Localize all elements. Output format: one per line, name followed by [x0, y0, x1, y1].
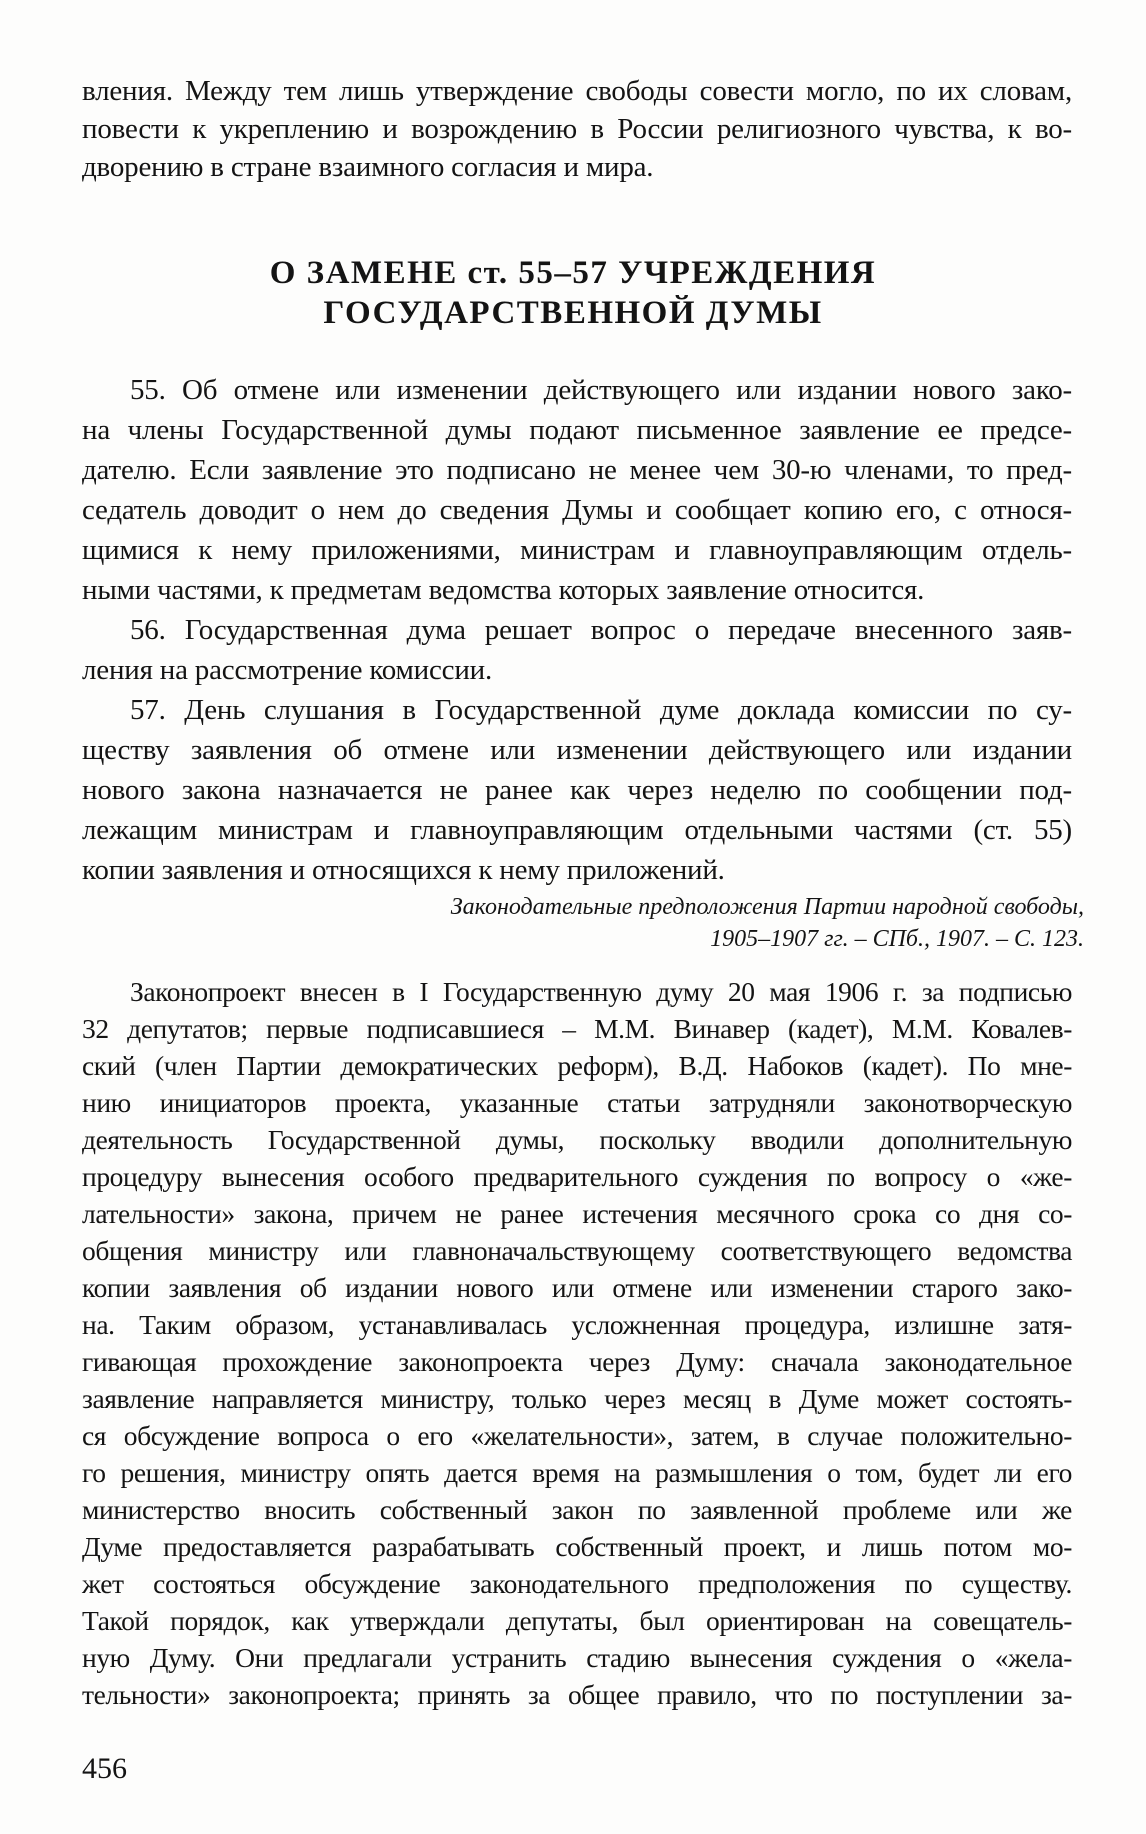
commentary-line: Законопроект внесен в I Государственную думу 20 мая 1906 г. за подписью: [130, 976, 1072, 1007]
article-55-line: на члены Государственной думы подают письменное заявление ее предсе-: [82, 414, 1072, 446]
article-56-line: 56. Государственная дума решает вопрос о передаче внесенного заяв-: [130, 614, 1072, 646]
commentary-line: Такой порядок, как утверждали депутаты, был ориентирован на совещатель-: [82, 1605, 1072, 1636]
article-55-line: ными частями, к предметам ведомства которых заявление относится.: [82, 574, 925, 606]
commentary-line: на. Таким образом, устанавливалась усложненная процедура, излишне затя-: [82, 1309, 1072, 1340]
commentary-line: ский (член Партии демократических реформ), В.Д. Набоков (кадет). По мне-: [82, 1050, 1072, 1081]
article-55-line: дателю. Если заявление это подписано не менее чем 30-ю членами, то пред-: [82, 454, 1072, 486]
article-55-line: 55. Об отмене или изменении действующего или издании нового зако-: [130, 374, 1072, 406]
commentary-line: заявление направляется министру, только через месяц в Думе может состоять-: [82, 1383, 1072, 1414]
page-number: 456: [82, 1752, 127, 1785]
text-line: дворению в стране взаимного согласия и мира.: [82, 151, 654, 183]
article-57-line: ществу заявления об отмене или изменении действующего или издании: [82, 734, 1072, 766]
commentary-line: нию инициаторов проекта, указанные статьи затрудняли законотворческую: [82, 1087, 1072, 1118]
text-line: вления. Между тем лишь утверждение свободы совести могло, по их словам,: [82, 75, 1072, 107]
article-57-line: копии заявления и относящихся к нему приложений.: [82, 854, 725, 886]
commentary-line: министерство вносить собственный закон по заявленной проблеме или же: [82, 1494, 1072, 1525]
section-heading-line-1: О ЗАМЕНЕ ст. 55–57 УЧРЕЖДЕНИЯ: [269, 255, 877, 291]
commentary-line: копии заявления об издании нового или отмене или изменении старого зако-: [82, 1272, 1072, 1303]
commentary-line: го решения, министру опять дается время на размышления о том, будет ли его: [82, 1457, 1072, 1488]
section-heading-line-2: ГОСУДАРСТВЕННОЙ ДУМЫ: [323, 295, 823, 331]
article-55-line: щимися к нему приложениями, министрам и главноуправляющим отдель-: [82, 534, 1072, 566]
commentary-line: общения министру или главноначальствующему соответствующего ведомства: [82, 1235, 1072, 1266]
article-56-line: ления на рассмотрение комиссии.: [82, 654, 493, 686]
commentary-line: тельности» законопроекта; принять за общее правило, что по поступлении за-: [82, 1679, 1072, 1710]
text-line: повести к укреплению и возрождению в России религиозного чувства, к во-: [82, 113, 1072, 145]
article-57-line: лежащим министрам и главноуправляющим отдельными частями (ст. 55): [82, 814, 1072, 846]
commentary-line: ся обсуждение вопроса о его «желательности», затем, в случае положительно-: [82, 1420, 1072, 1451]
article-57-line: нового закона назначается не ранее как через неделю по сообщении под-: [82, 774, 1072, 806]
commentary-line: деятельность Государственной думы, поскольку вводили дополнительную: [82, 1124, 1072, 1155]
commentary-line: Думе предоставляется разрабатывать собственный проект, и лишь потом мо-: [82, 1531, 1072, 1562]
source-citation-line-1: Законодательные предположения Партии народной свободы,: [450, 894, 1084, 920]
commentary-line: ную Думу. Они предлагали устранить стадию вынесения суждения о «жела-: [82, 1642, 1072, 1673]
commentary-line: лательности» закона, причем не ранее истечения месячного срока со дня со-: [82, 1198, 1072, 1229]
commentary-line: гивающая прохождение законопроекта через Думу: сначала законодательное: [82, 1346, 1072, 1377]
article-55-line: седатель доводит о нем до сведения Думы и сообщает копию его, с относя-: [82, 494, 1072, 526]
commentary-line: жет состояться обсуждение законодательного предположения по существу.: [82, 1568, 1072, 1599]
article-57-line: 57. День слушания в Государственной думе доклада комиссии по су-: [130, 694, 1072, 726]
commentary-line: процедуру вынесения особого предварительного суждения по вопросу о «же-: [82, 1161, 1072, 1192]
source-citation-line-2: 1905–1907 гг. – СПб., 1907. – С. 123.: [710, 926, 1084, 952]
commentary-line: 32 депутатов; первые подписавшиеся – М.М. Винавер (кадет), М.М. Ковалев-: [82, 1013, 1072, 1044]
